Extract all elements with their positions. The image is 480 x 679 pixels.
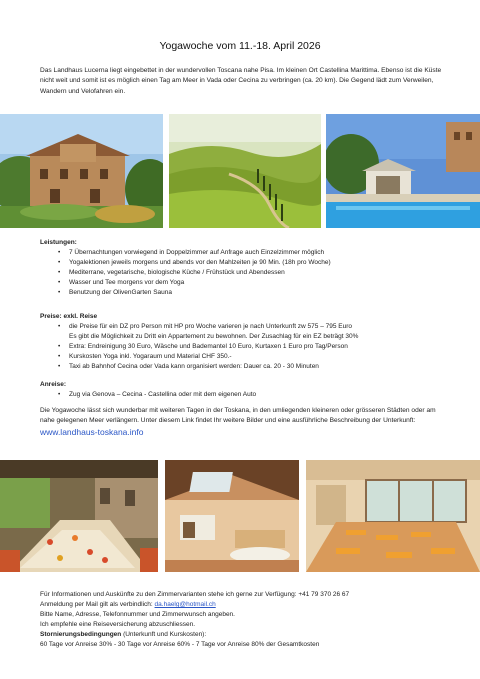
registration-line (40, 600, 460, 610)
preise-heading: Preise: exkl. Reise (40, 313, 98, 320)
list-item: • Yogalektionen jeweils morgens und abends vor den Mahlzeiten je 90 Min. (18h pro Woche) (40, 258, 460, 268)
anreise-section (40, 380, 460, 400)
intro-text: Das Landhaus Lucerna liegt eingebettet in der wundervollen Toscana nahe Pisa. Im kleinen Ort Castellina Marittima. Ebenso ist die Küste nicht weit und somit ist es möglich einen Tag am Meer in Vada oder Cecina zu verbringen (ca. 20 km). Die Gegend lädt zum Verweilen, Wandern und Velofahren ein. (40, 67, 442, 95)
list-item-continuation: Es gibt die Möglichkeit zu Dritt ein Appartement zu bewohnen. Der Zusachlag für ein EZ beträgt 30% (69, 332, 359, 340)
list-item: • Taxi ab Bahnhof Cecina oder Vada kann organisiert werden: Dauer ca. 20 - 30 Minuten (40, 362, 460, 372)
contact-info: Für Informationen und Auskünfte zu den Zimmervarianten stehe ich gerne zur Verfügung: +41 79 370 26 67 (40, 591, 350, 598)
cancellation-note: (Unterkunft und Kurskosten): (123, 631, 207, 639)
page-title: Yogawoche vom 11.-18. April 2026 (159, 40, 321, 52)
anreise-list (40, 390, 460, 400)
photo-attic-room (165, 460, 299, 572)
photo-pool (326, 114, 480, 228)
photo-tuscan-hills (169, 114, 321, 228)
list-item: • Wasser und Tee morgens vor dem Yoga (40, 278, 460, 288)
photo-country-house (0, 114, 163, 228)
extension-paragraph (40, 406, 444, 439)
extension-text: Die Yogawoche lässt sich wunderbar mit weiteren Tagen in der Toskana, in den umliegenden kleineren oder grösseren Städten oder am nahe gelegenen Meer verlängern. Unter diesem Link findet Ihr weitere Bilder und eine ausführliche Beschreibung der Unterkunft: (40, 407, 436, 425)
insurance-note: Ich empfehle eine Reiseversicherung abzuschliessen. (40, 621, 196, 629)
list-item: • die Preise für ein DZ pro Person mit HP pro Woche varieren je nach Unterkunft zw 575 – 795 Euro (40, 322, 460, 332)
list-item: • Mediterrane, vegetarische, biologische Küche / Frühstück und Abendessen (40, 268, 460, 278)
list-item: • 7 Übernachtungen vorwiegend in Doppelzimmer auf Anfrage auch Einzelzimmer möglich (40, 248, 460, 258)
preise-list (40, 322, 460, 372)
cancellation-detail: 60 Tage vor Anreise 30% - 30 Tage vor Anreise 60% - 7 Tage vor Anreise 80% der Gesamtkosten (40, 641, 320, 649)
preise-section (40, 312, 460, 371)
email-link[interactable]: da.haelg@hotmail.ch (154, 601, 216, 609)
leistungen-list (40, 248, 460, 298)
list-item: • Benutzung der OlivenGarten Sauna (40, 288, 460, 298)
list-item: • Zug via Genova – Cecina - Castellina oder mit dem eigenen Auto (40, 390, 460, 400)
leistungen-heading: Leistungen: (40, 239, 77, 246)
leistungen-section (40, 238, 460, 297)
website-link[interactable]: www.landhaus-toskana.info (40, 426, 144, 437)
registration-text: Anmeldung per Mail gilt als verbindlich: (40, 601, 153, 609)
list-item: • Extra: Endreinigung 30 Euro, Wäsche und Bademantel 10 Euro, Kurtaxen 1 Euro pro Tag/Person (40, 342, 460, 352)
registration-instructions: Bitte Name, Adresse, Telefonnummer und Zimmerwunsch angeben. (40, 611, 235, 619)
photo-dining-terrace (0, 460, 158, 572)
cancellation-label: Stornierungsbedingungen (40, 631, 122, 639)
anreise-heading: Anreise: (40, 381, 67, 388)
list-item: • Kurskosten Yoga inkl. Yogaraum und Material CHF 350.- (40, 352, 460, 362)
photo-yoga-room (306, 460, 480, 572)
cancellation-heading-line (40, 630, 460, 640)
footer-section (40, 590, 460, 651)
